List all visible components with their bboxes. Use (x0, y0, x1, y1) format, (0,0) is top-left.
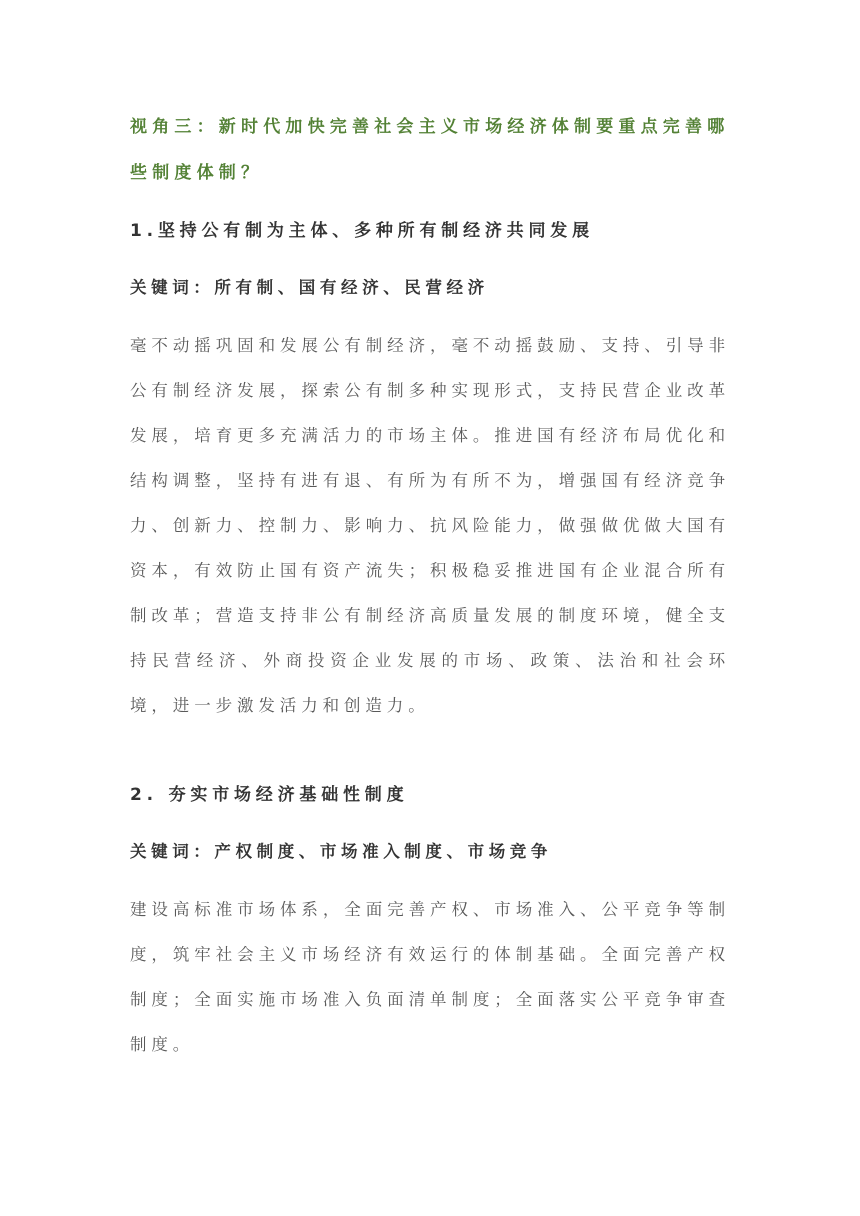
section-heading: 2. 夯实市场经济基础性制度 (130, 785, 409, 805)
section-2 (130, 780, 730, 1067)
page-title: 视角三：新时代加快完善社会主义市场经济体制要重点完善哪些制度体制？ (130, 117, 730, 183)
section-keywords: 关键词：产权制度、市场准入制度、市场竞争 (130, 842, 552, 861)
section-body-paragraph: 毫不动摇巩固和发展公有制经济，毫不动摇鼓励、支持、引导非公有制经济发展，探索公有制多种实现形式，支持民营企业改革发展，培育更多充满活力的市场主体。推进国有经济布局优化和结构调整，坚持有进有退、有所为有所不为，增强国有经济竞争力、创新力、控制力、影响力、抗风险能力，做强做优做大国有资本，有效防止国有资产流失；积极稳妥推进国有企业混合所有制改革；营造支持非公有制经济高质量发展的制度环境，健全支持民营经济、外商投资企业发展的市场、政策、法治和社会环境，进一步激发活力和创造力。 (130, 336, 730, 715)
section-body-paragraph: 建设高标准市场体系，全面完善产权、市场准入、公平竞争等制度，筑牢社会主义市场经济有效运行的体制基础。全面完善产权制度；全面实施市场准入负面清单制度；全面落实公平竞争审查制度。 (130, 900, 730, 1054)
section-heading: 1.坚持公有制为主体、多种所有制经济共同发展 (130, 221, 594, 241)
section-1 (130, 216, 730, 728)
section-keywords: 关键词：所有制、国有经济、民营经济 (130, 278, 489, 297)
document-page (130, 104, 730, 1067)
